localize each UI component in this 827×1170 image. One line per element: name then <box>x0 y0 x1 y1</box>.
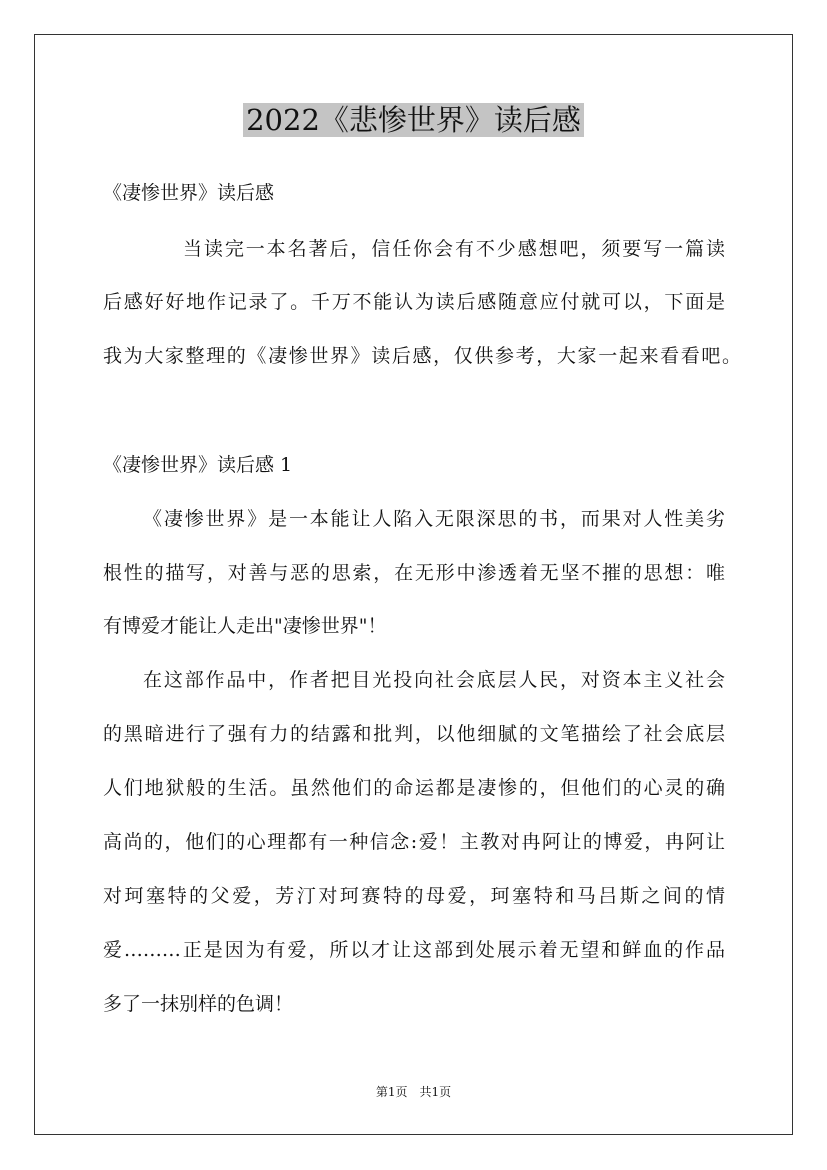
para1-line-3: 有博爱才能让人走出"凄惨世界"！ <box>103 615 387 637</box>
document-title-block <box>0 100 827 140</box>
para1-line-1: 《凄惨世界》是一本能让人陷入无限深思的书，而果对人性美劣 <box>143 508 725 530</box>
document-subtitle: 《凄惨世界》读后感 <box>103 182 275 204</box>
para2-line-3: 人们地狱般的生活。虽然他们的命运都是凄惨的，但他们的心灵的确 <box>103 777 725 799</box>
intro-line-1: 当读完一本名著后，信任你会有不少感想吧，须要写一篇读 <box>183 238 725 260</box>
para2-line-2: 的黑暗进行了强有力的结露和批判，以他细腻的文笔描绘了社会底层 <box>103 723 725 745</box>
document-title: 2022《悲惨世界》读后感 <box>243 103 584 137</box>
section-heading: 《凄惨世界》读后感 1 <box>103 454 293 476</box>
para2-line-6: 爱………正是因为有爱，所以才让这部到处展示着无望和鲜血的作品 <box>103 939 725 961</box>
page-footer: 第1页 共1页 <box>375 1085 452 1099</box>
para1-line-2: 根性的描写，对善与恶的思索，在无形中渗透着无坚不摧的思想：唯 <box>103 562 725 584</box>
intro-line-2: 后感好好地作记录了。千万不能认为读后感随意应付就可以，下面是 <box>103 291 725 313</box>
para2-line-7: 多了一抹别样的色调！ <box>103 993 294 1015</box>
intro-line-3: 我为大家整理的《凄惨世界》读后感，仅供参考，大家一起来看看吧。 <box>103 345 741 367</box>
para2-line-1: 在这部作品中，作者把目光投向社会底层人民，对资本主义社会 <box>143 669 725 691</box>
para2-line-4: 高尚的，他们的心理都有一种信念:爱！主教对冉阿让的博爱，冉阿让 <box>103 831 725 853</box>
para2-line-5: 对珂塞特的父爱，芳汀对珂赛特的母爱，珂塞特和马吕斯之间的情 <box>103 885 725 907</box>
